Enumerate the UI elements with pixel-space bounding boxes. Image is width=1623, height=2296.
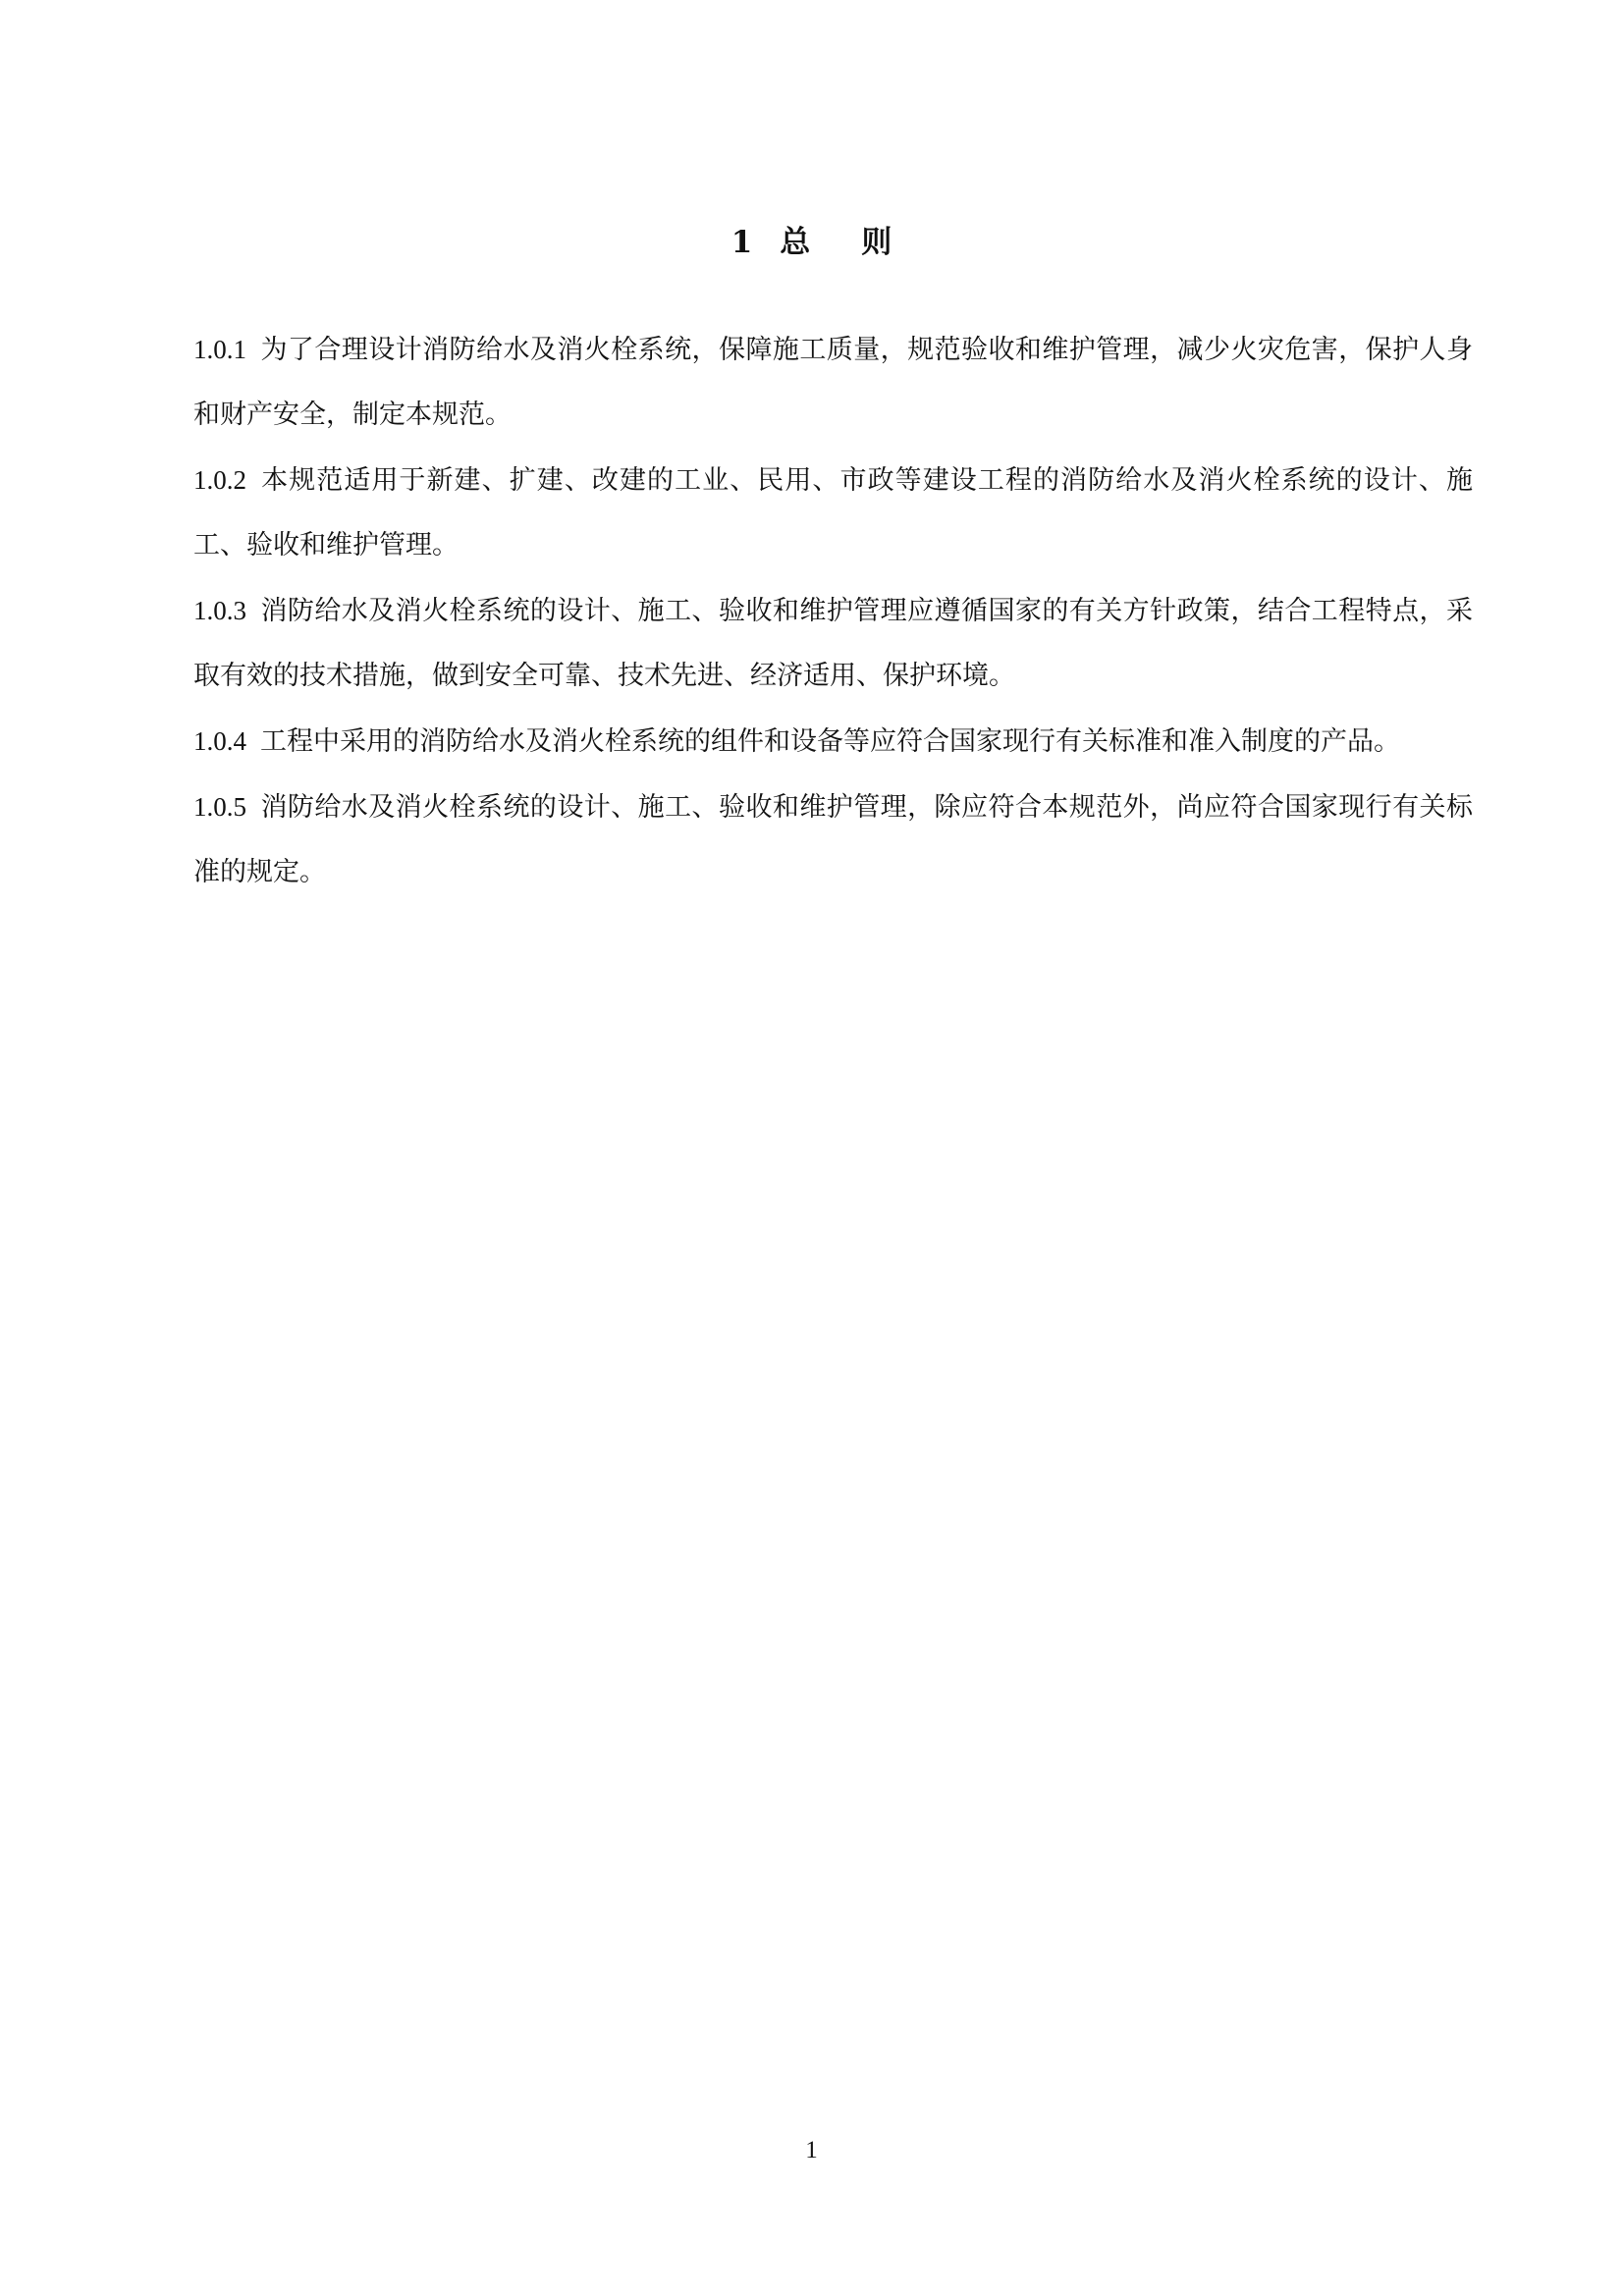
- clause-text: 本规范适用于新建、扩建、改建的工业、民用、市政等建设工程的消防给水及消火栓系统的设计、施工、验收和维护管理。: [193, 465, 1473, 561]
- page-title: [0, 220, 1623, 265]
- clause-text: 消防给水及消火栓系统的设计、施工、验收和维护管理，除应符合本规范外，尚应符合国家现行有关标准的规定。: [193, 792, 1473, 887]
- clause-1-0-3: [193, 578, 1473, 709]
- document-body: [193, 317, 1473, 905]
- clause-1-0-5: [193, 774, 1473, 905]
- chapter-title: 总则: [780, 225, 944, 260]
- clause-number: 1.0.1: [193, 335, 246, 364]
- clause-1-0-2: [193, 448, 1473, 578]
- clause-number: 1.0.4: [193, 726, 246, 756]
- clause-1-0-4: [193, 709, 1473, 774]
- clause-text: 工程中采用的消防给水及消火栓系统的组件和设备等应符合国家现行有关标准和准入制度的产品。: [260, 726, 1400, 757]
- clause-number: 1.0.2: [193, 465, 246, 495]
- chapter-number: 1: [730, 225, 753, 260]
- page-number: 1: [805, 2137, 818, 2163]
- clause-text: 为了合理设计消防给水及消火栓系统，保障施工质量，规范验收和维护管理，减少火灾危害，保护人身和财产安全，制定本规范。: [193, 335, 1473, 430]
- clause-text: 消防给水及消火栓系统的设计、施工、验收和维护管理应遵循国家的有关方针政策，结合工程特点，采取有效的技术措施，做到安全可靠、技术先进、经济适用、保护环境。: [193, 596, 1473, 691]
- clause-number: 1.0.3: [193, 596, 246, 625]
- clause-1-0-1: [193, 317, 1473, 448]
- clause-number: 1.0.5: [193, 792, 246, 822]
